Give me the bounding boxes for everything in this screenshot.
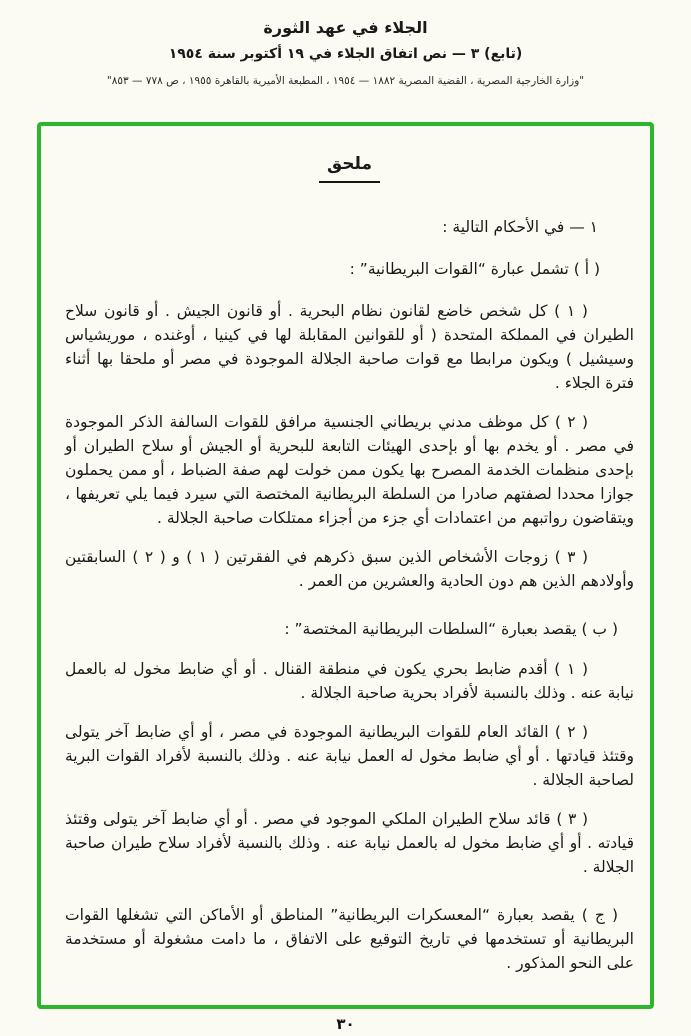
clause-1-intro: ١ — في الأحكام التالية : bbox=[442, 218, 598, 236]
clause-1b-heading: ( ب ) يقصد بعبارة “السلطات البريطانية المختصة” : bbox=[284, 620, 618, 638]
clause-1b-item-2: ( ٢ ) القائد العام للقوات البريطانية الموجودة في مصر ، أو أي ضابط آخر يتولى وقتئذ قيادتها . أو أي ضابط مخول له العمل نيابة عنه . وذلك بالنسبة لأفراد القوات البرية لصاحبة الجلالة . bbox=[65, 723, 634, 789]
source-citation: "وزارة الخارجية المصرية ، القضية المصرية ١٨٨٢ — ١٩٥٤ ، المطبعة الأميرية بالقاهرة ١٩٥٥ ، ص ٧٧٨ — ٨٥٣" bbox=[106, 75, 585, 87]
annex-heading bbox=[65, 154, 634, 183]
clause-1a-item-2: ( ٢ ) كل موظف مدني بريطاني الجنسية مرافق للقوات السالفة الذكر الموجودة في مصر . أو يخدم بها أو بإحدى الهيئات التابعة للبحرية أو الجيش أو سلاح الطيران أو بإحدى منظمات الخدمة المصرح بها يكون ممن خولت لهم صفة الضباط ، أو ممن يحملون جوازا محددا لصفتهم صادرا من السلطة البريطانية المختصة التي سيرد فيما يلي تعريفها ، ويتقاضون رواتبهم من اعتمادات أي جزء من أجزاء ممتلكات صاحبة الجلالة . bbox=[65, 413, 634, 527]
page-number: ٣٠ bbox=[336, 1015, 355, 1033]
clause-1a-item-1: ( ١ ) كل شخص خاضع لقانون نظام البحرية . أو قانون الجيش . أو قانون سلاح الطيران في المملكة المتحدة ( أو للقوانين المقابلة لها في كينيا ، أوغنده ، موريشياس وسيشيل ) ويكون مرابطا مع قوات صاحبة الجلالة الموجودة في مصر أو ملحقا بها أثناء فترة الجلاء . bbox=[65, 302, 634, 392]
clause-1a-item-3: ( ٣ ) زوجات الأشخاص الذين سبق ذكرهم في الفقرتين ( ١ ) و ( ٢ ) السابقتين وأولادهم الذين هم دون الحادية والعشرين من العمر . bbox=[65, 548, 634, 590]
clause-1c: ( ج ) يقصد بعبارة “المعسكرات البريطانية” المناطق أو الأماكن التي تشغلها القوات البريطانية أو تستخدمها في تاريخ التوقيع على الاتفاق ، ما دامت مشغولة أو مستخدمة على النحو المذكور . bbox=[65, 906, 634, 972]
content-frame bbox=[37, 122, 654, 1009]
document-title: الجلاء في عهد الثورة bbox=[263, 18, 428, 37]
clause-1a-heading: ( أ ) تشمل عبارة “القوات البريطانية” : bbox=[349, 260, 600, 278]
document-header bbox=[0, 0, 691, 87]
clause-1b-item-3: ( ٣ ) قائد سلاح الطيران الملكي الموجود في مصر . أو أي ضابط آخر يتولى وقتئذ قيادته . أو أي ضابط مخول له بالعمل نيابة عنه . وذلك بالنسبة لأفراد سلاح طيران صاحبة الجلالة . bbox=[65, 810, 634, 876]
annex-heading-text: ملحق bbox=[319, 154, 380, 183]
clause-1b-item-1: ( ١ ) أقدم ضابط بحري يكون في منطقة القنال . أو أي ضابط مخول له بالعمل نيابة عنه . وذلك بالنسبة لأفراد بحرية صاحبة الجلالة . bbox=[65, 660, 634, 702]
document-subtitle: (تابع) ٣ — نص اتفاق الجلاء في ١٩ أكتوبر سنة ١٩٥٤ bbox=[168, 46, 523, 62]
